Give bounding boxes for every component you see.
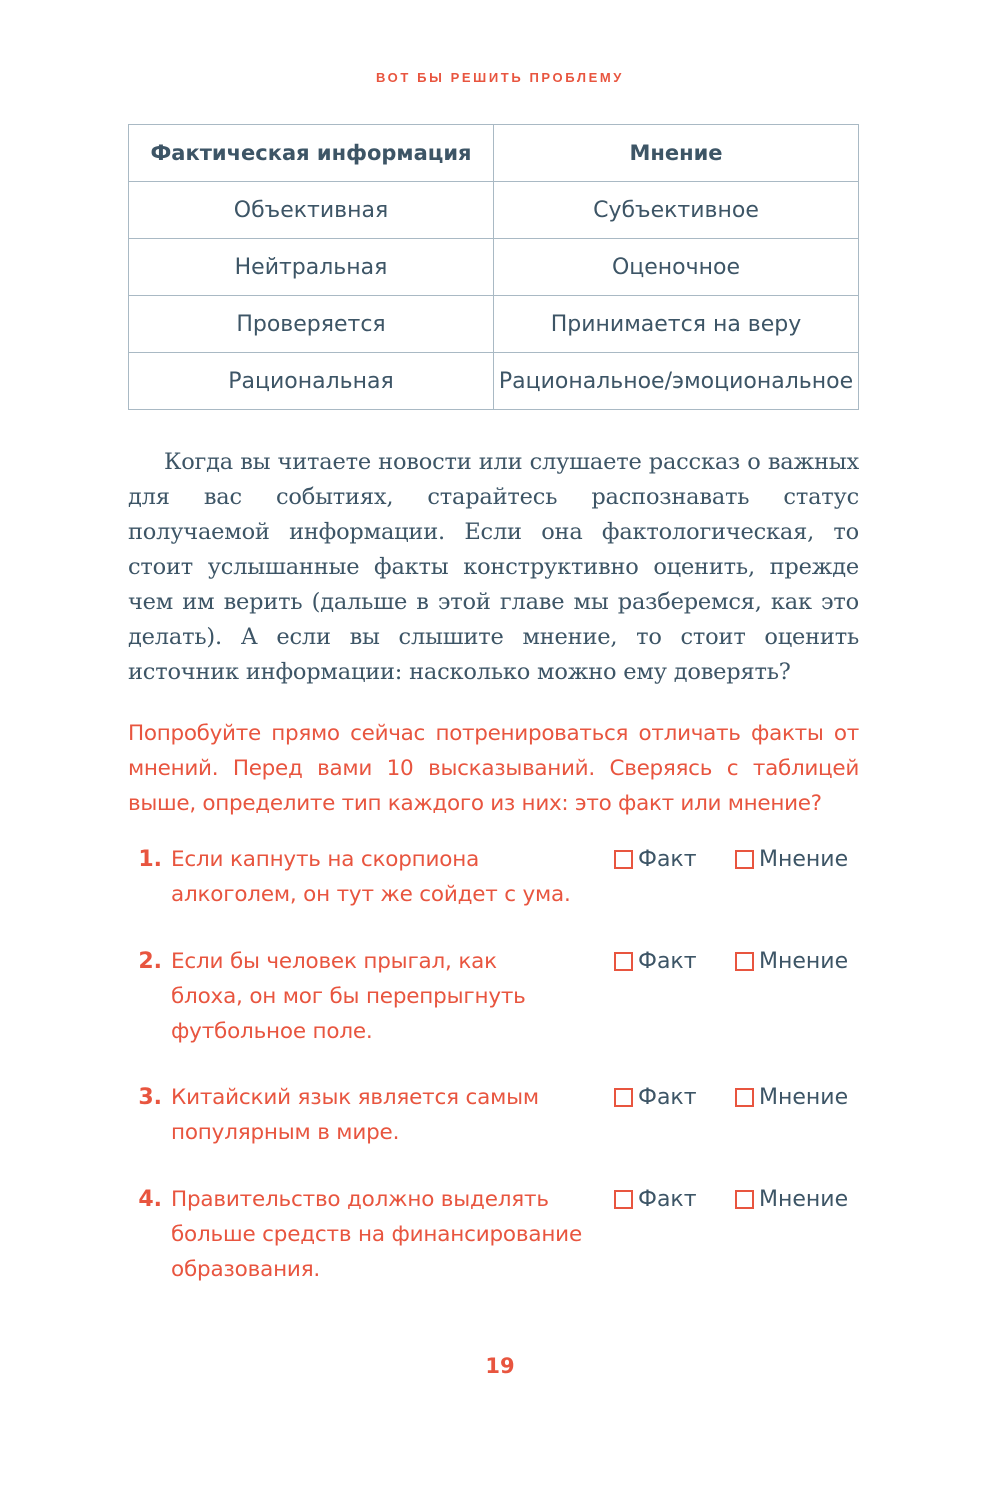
- table-header-fact: Фактическая информация: [129, 125, 494, 182]
- checkbox-opinion[interactable]: [735, 850, 754, 869]
- checkbox-fact[interactable]: [614, 1190, 633, 1209]
- checkbox-fact[interactable]: [614, 1088, 633, 1107]
- opinion-option[interactable]: [735, 1080, 848, 1115]
- table-row: [129, 296, 859, 353]
- table-row: [129, 182, 859, 239]
- table-row: [129, 353, 859, 410]
- question-text: Правительство должно выделять больше средств на финансирование образования.: [171, 1187, 582, 1282]
- fact-option[interactable]: [614, 1080, 697, 1115]
- fact-label: Факт: [638, 949, 697, 974]
- page-number: 19: [485, 1354, 515, 1378]
- table-cell: Рациональная: [129, 353, 494, 410]
- opinion-option[interactable]: [735, 1182, 848, 1217]
- table-row: [129, 239, 859, 296]
- table-cell: Оценочное: [494, 239, 859, 296]
- fact-opinion-table: [128, 124, 859, 410]
- table-cell: Нейтральная: [129, 239, 494, 296]
- question-number: 1.: [138, 847, 162, 872]
- fact-option[interactable]: [614, 1182, 697, 1217]
- fact-label: Факт: [638, 847, 697, 872]
- table-header-row: [129, 125, 859, 182]
- running-head: ВОТ БЫ РЕШИТЬ ПРОБЛЕМУ: [376, 70, 624, 85]
- checkbox-fact[interactable]: [614, 952, 633, 971]
- table-cell: Проверяется: [129, 296, 494, 353]
- table-header-opinion: Мнение: [494, 125, 859, 182]
- question-text: Если бы человек прыгал, как блоха, он мог бы перепрыгнуть футбольное поле.: [171, 949, 526, 1044]
- fact-option[interactable]: [614, 944, 697, 979]
- checkbox-opinion[interactable]: [735, 1088, 754, 1107]
- question-number: 3.: [138, 1085, 162, 1110]
- opinion-label: Мнение: [759, 847, 849, 872]
- question-number: 4.: [138, 1187, 162, 1212]
- opinion-label: Мнение: [759, 949, 849, 974]
- checkbox-fact[interactable]: [614, 850, 633, 869]
- opinion-option[interactable]: [735, 842, 848, 877]
- question-text: Китайский язык является самым популярным в мире.: [171, 1085, 539, 1145]
- question-number: 2.: [138, 949, 162, 974]
- body-paragraph: Когда вы читаете новости или слушаете рассказ о важных для вас событиях, старайтесь распознавать статус получаемой информации. Если она фактологическая, то стоит услышанные факты конструктивно оценить, прежде чем им верить (дальше в этой главе мы разберемся, как это делать). А если вы слышите мнение, то стоит оценить источник информации: насколько можно ему доверять?: [128, 449, 859, 685]
- opinion-label: Мнение: [759, 1187, 849, 1212]
- exercise-instructions: Попробуйте прямо сейчас потренироваться отличать факты от мнений. Перед вами 10 высказываний. Сверяясь с таблицей выше, определите тип каждого из них: это факт или мнение?: [128, 721, 859, 816]
- table-cell: Субъективное: [494, 182, 859, 239]
- fact-option[interactable]: [614, 842, 697, 877]
- table-cell: Объективная: [129, 182, 494, 239]
- opinion-label: Мнение: [759, 1085, 849, 1110]
- table-cell: Принимается на веру: [494, 296, 859, 353]
- question-text: Если капнуть на скорпиона алкоголем, он тут же сойдет с ума.: [171, 847, 571, 907]
- fact-label: Факт: [638, 1085, 697, 1110]
- table-cell: Рациональное/эмоциональное: [494, 353, 859, 410]
- fact-label: Факт: [638, 1187, 697, 1212]
- opinion-option[interactable]: [735, 944, 848, 979]
- checkbox-opinion[interactable]: [735, 1190, 754, 1209]
- checkbox-opinion[interactable]: [735, 952, 754, 971]
